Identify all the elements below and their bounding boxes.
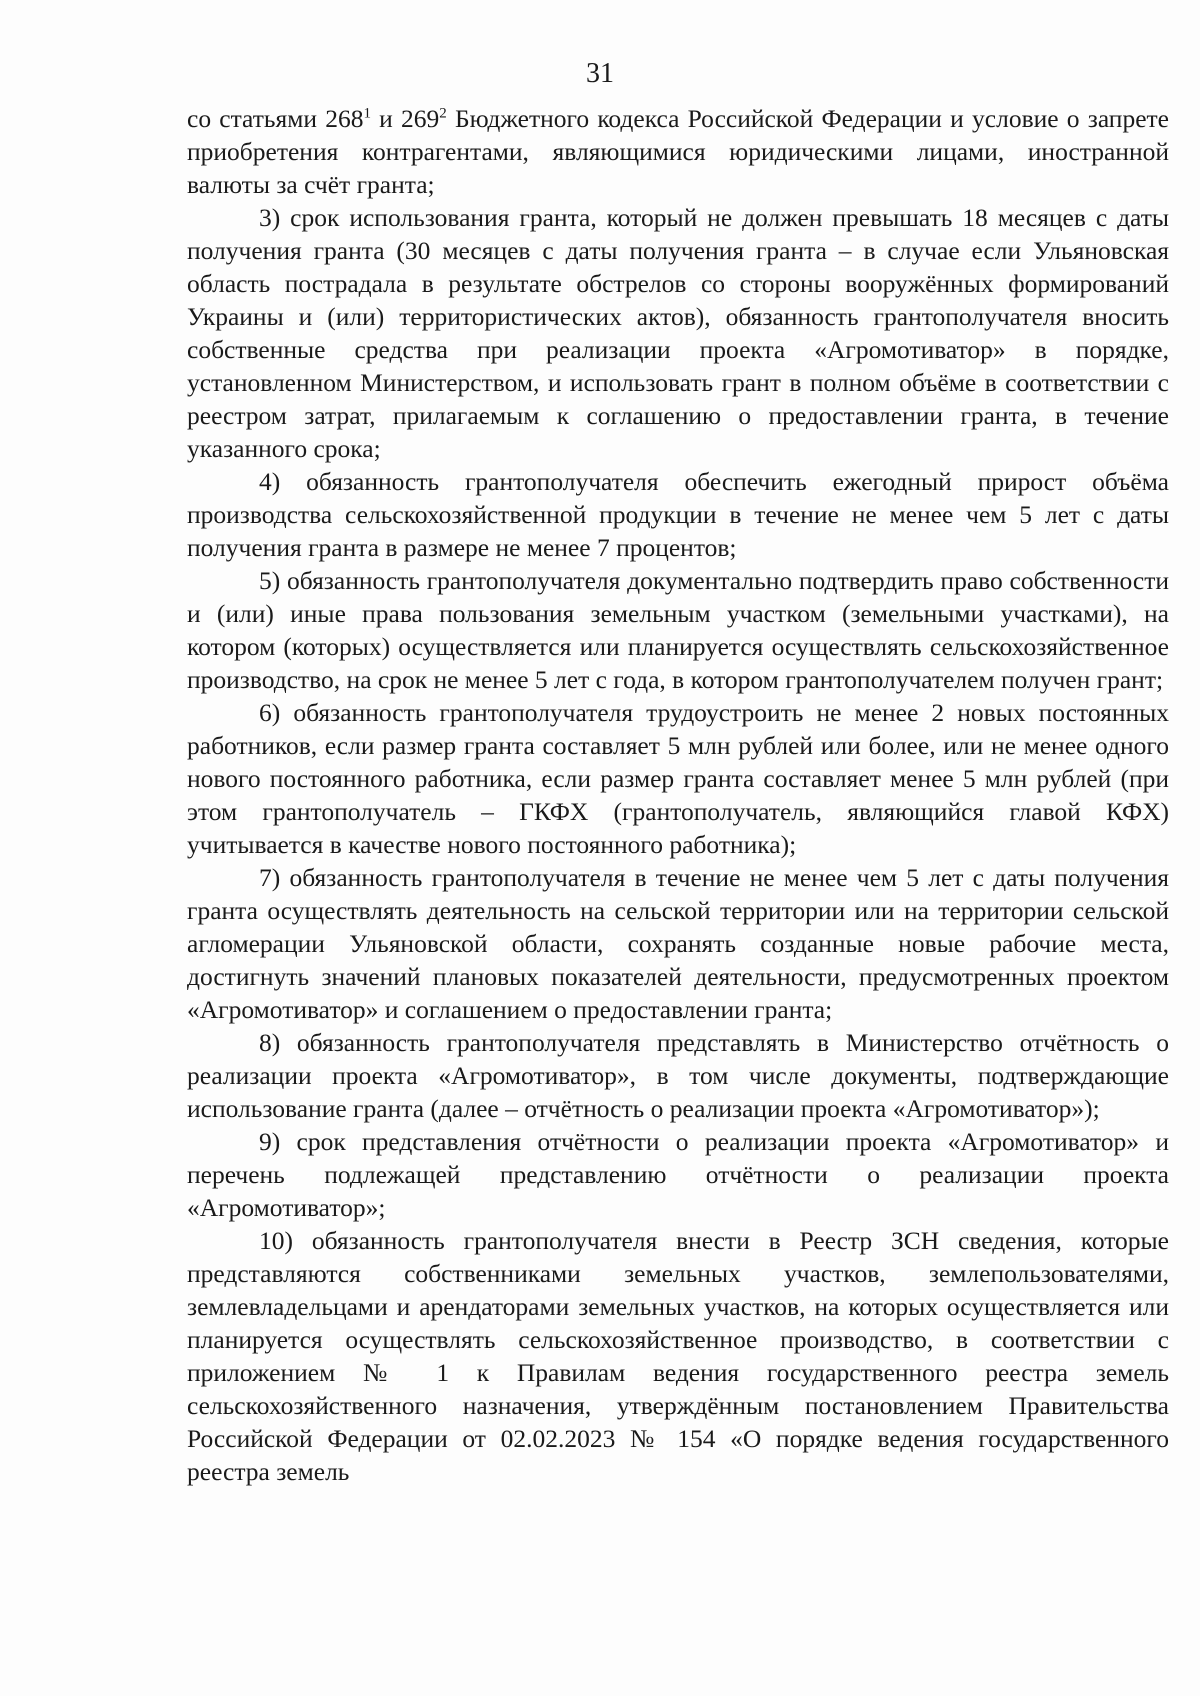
lead-superscript-2: 2 <box>439 105 447 122</box>
document-body <box>187 102 1169 1488</box>
lead-rest: Бюджетного кодекса Российской Федерации и условие о запрете приобретения контрагентами, являющимися юридическими лицами, иностранной валюты за счёт гранта; <box>187 104 1169 199</box>
paragraph-item-6: 6) обязанность грантополучателя трудоустроить не менее 2 новых постоянных работников, если размер гранта составляет 5 млн рублей или более, или не менее одного нового постоянного работника, если размер гранта составляет менее 5 млн рублей (при этом грантополучатель – ГКФХ (грантополучатель, являющийся главой КФХ) учитывается в качестве нового постоянного работника); <box>187 698 1169 859</box>
paragraph-item-3: 3) срок использования гранта, который не должен превышать 18 месяцев с даты получения гранта (30 месяцев с даты получения гранта – в случае если Ульяновская область пострадала в результате обстрелов со стороны вооружённых формирований Украины и (или) территористических актов), обязанность грантополучателя вносить собственные средства при реализации проекта «Агромотиватор» в порядке, установленном Министерством, и использовать грант в полном объёме в соответствии с реестром затрат, прилагаемым к соглашению о предоставлении гранта, в течение указанного срока; <box>187 203 1169 463</box>
paragraph-item-8: 8) обязанность грантополучателя представлять в Министерство отчётность о реализации проекта «Агромотиватор», в том числе документы, подтверждающие использование гранта (далее – отчётность о реализации проекта «Агромотиватор»); <box>187 1028 1169 1123</box>
paragraph-item-5: 5) обязанность грантополучателя документально подтвердить право собственности и (или) иные права пользования земельным участком (земельными участками), на котором (которых) осуществляется или планируется осуществлять сельскохозяйственное производство, на срок не менее 5 лет с года, в котором грантополучателем получен грант; <box>187 566 1169 694</box>
paragraph-item-4: 4) обязанность грантополучателя обеспечить ежегодный прирост объёма производства сельскохозяйственной продукции в течение не менее чем 5 лет с даты получения гранта в размере не менее 7 процентов; <box>187 467 1169 562</box>
lead-superscript-1: 1 <box>363 105 371 122</box>
lead-paragraph <box>187 102 1169 201</box>
lead-prefix: со статьями 268 <box>187 104 364 133</box>
paragraph-item-9: 9) срок представления отчётности о реализации проекта «Агромотиватор» и перечень подлежащей представлению отчётности о реализации проекта «Агромотиватор»; <box>187 1127 1169 1222</box>
paragraph-item-7: 7) обязанность грантополучателя в течение не менее чем 5 лет с даты получения гранта осуществлять деятельность на сельской территории или на территории сельской агломерации Ульяновской области, сохранять созданные новые рабочие места, достигнуть значений плановых показателей деятельности, предусмотренных проектом «Агромотиватор» и соглашением о предоставлении гранта; <box>187 863 1169 1024</box>
page-number: 31 <box>586 58 614 89</box>
paragraph-item-10: 10) обязанность грантополучателя внести в Реестр ЗСН сведения, которые представляются собственниками земельных участков, землепользователями, землевладельцами и арендаторами земельных участков, на которых осуществляется или планируется осуществлять сельскохозяйственное производство, в соответствии с приложением № 1 к Правилам ведения государственного реестра земель сельскохозяйственного назначения, утверждённым постановлением Правительства Российской Федерации от 02.02.2023 № 154 «О порядке ведения государственного реестра земель <box>187 1226 1169 1486</box>
lead-middle: и 269 <box>370 104 440 133</box>
